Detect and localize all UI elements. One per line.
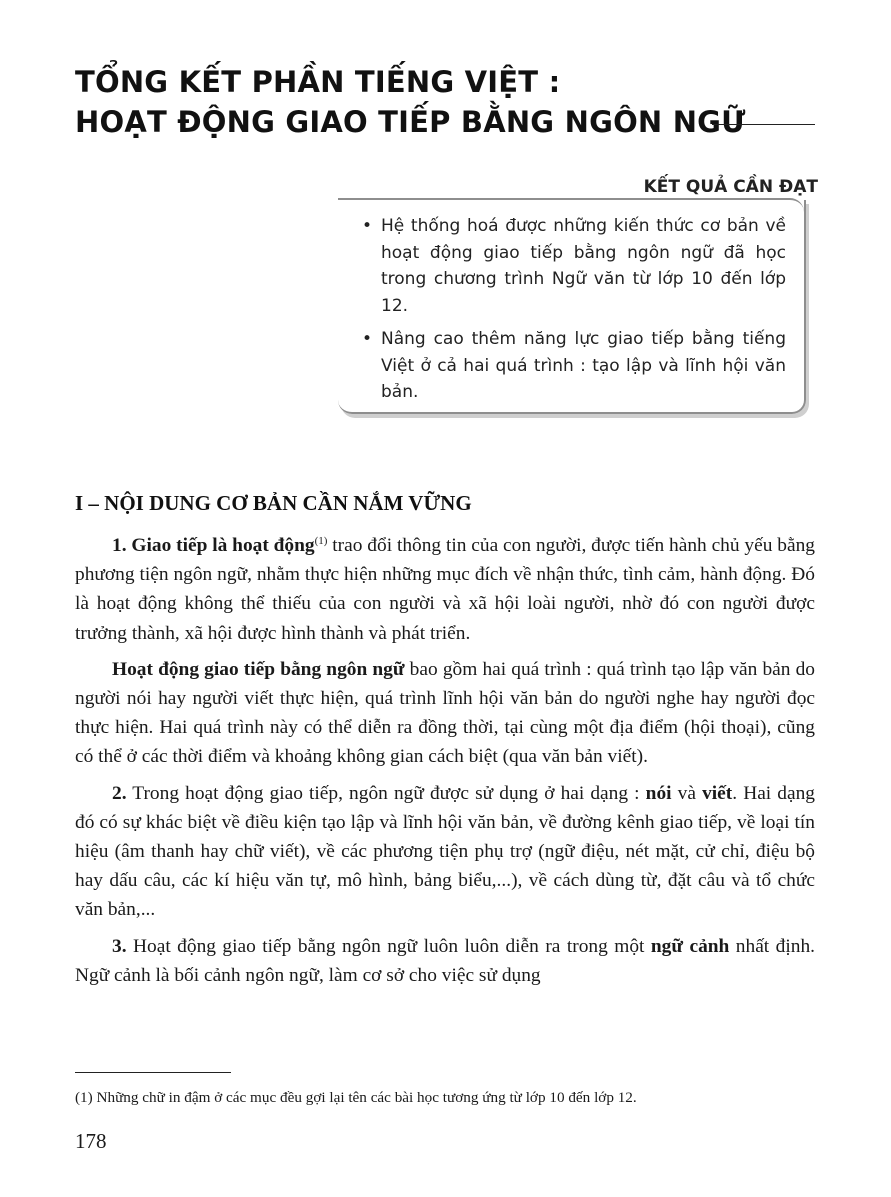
footnote-divider bbox=[75, 1072, 231, 1073]
goal-item-text: Hệ thống hoá được những kiến thức cơ bản về hoạt động giao tiếp bằng ngôn ngữ đã học trong chương trình Ngữ văn từ lớp 10 đến lớp 12. bbox=[381, 216, 786, 316]
paragraph-4 bbox=[75, 932, 815, 990]
paragraph-text: . Hai dạng đó có sự khác biệt về điều kiện tạo lập và lĩnh hội văn bản, về đường kênh giao tiếp, về loại tín hiệu (âm thanh hay chữ viết), về các phương tiện phụ trợ (ngữ điệu, nét mặt, cử chỉ, điệu bộ hay dấu câu, các kí hiệu văn tự, mô hình, bảng biểu,...), về cách dùng từ, đặt câu và tổ chức văn bản,... bbox=[75, 782, 815, 921]
term-bold: 1. Giao tiếp là hoạt động bbox=[112, 535, 315, 556]
term-bold: viết bbox=[702, 782, 733, 804]
lesson-title-line-1: TỔNG KẾT PHẦN TIẾNG VIỆT : bbox=[75, 65, 561, 99]
goal-item-text: Nâng cao thêm năng lực giao tiếp bằng tiếng Việt ở cả hai quá trình : tạo lập và lĩnh hội văn bản. bbox=[381, 329, 786, 402]
goal-item bbox=[362, 213, 786, 319]
bullet-icon: • bbox=[362, 216, 373, 236]
bullet-icon: • bbox=[362, 329, 373, 349]
paragraph-text: và bbox=[671, 782, 703, 804]
goals-heading: KẾT QUẢ CẦN ĐẠT bbox=[643, 177, 818, 197]
paragraph-text: Trong hoạt động giao tiếp, ngôn ngữ được sử dụng ở hai dạng : bbox=[126, 782, 646, 804]
paragraph-text: bao gồm hai quá trình : quá trình tạo lập văn bản do người nói hay người viết thực hiện, quá trình lĩnh hội văn bản do người nghe hay người đọc thực hiện. Hai quá trình này có thể diễn ra đồng thời, tại cùng một địa điểm (hội thoại), cũng có thể ở các thời điểm và khoảng không gian cách biệt (qua văn bản viết). bbox=[75, 658, 816, 768]
term-bold: ngữ cảnh bbox=[650, 935, 730, 957]
term-bold: nói bbox=[645, 782, 672, 804]
paragraph-2 bbox=[75, 655, 815, 772]
page-number: 178 bbox=[75, 1129, 107, 1153]
lesson-title-line-2: HOẠT ĐỘNG GIAO TIẾP BẰNG NGÔN NGỮ bbox=[75, 105, 746, 139]
paragraph-1 bbox=[75, 531, 815, 648]
item-number: 2. bbox=[112, 782, 127, 804]
paragraph-text: nhất định. Ngữ cảnh là bối cảnh ngôn ngữ, làm cơ sở cho việc sử dụng bbox=[75, 935, 815, 986]
term-bold: Hoạt động giao tiếp bằng ngôn ngữ bbox=[112, 658, 405, 680]
footnote-ref: (1) bbox=[314, 535, 328, 547]
paragraph-text: Hoạt động giao tiếp bằng ngôn ngữ luôn luôn diễn ra trong một bbox=[126, 935, 651, 957]
footnote: (1) Những chữ in đậm ở các mục đều gợi lại tên các bài học tương ứng từ lớp 10 đến lớp 12. bbox=[75, 1089, 637, 1106]
paragraph-text: trao đổi thông tin của con người, được tiến hành chủ yếu bằng phương tiện ngôn ngữ, nhằm thực hiện những mục đích về nhận thức, tình cảm, hành động. Đó là hoạt động không thể thiếu của con người và xã hội loài người, nhờ đó con người được trưởng thành, xã hội được hình thành và phát triển. bbox=[75, 535, 815, 644]
body-text bbox=[75, 531, 815, 997]
paragraph-3 bbox=[75, 779, 815, 925]
item-number: 3. bbox=[112, 935, 127, 957]
lesson-title bbox=[75, 62, 835, 142]
goal-item bbox=[362, 326, 786, 406]
section-heading: I – NỘI DUNG CƠ BẢN CẦN NẮM VỮNG bbox=[75, 491, 472, 515]
goals-list bbox=[362, 213, 786, 413]
title-underline-rule bbox=[712, 124, 815, 125]
